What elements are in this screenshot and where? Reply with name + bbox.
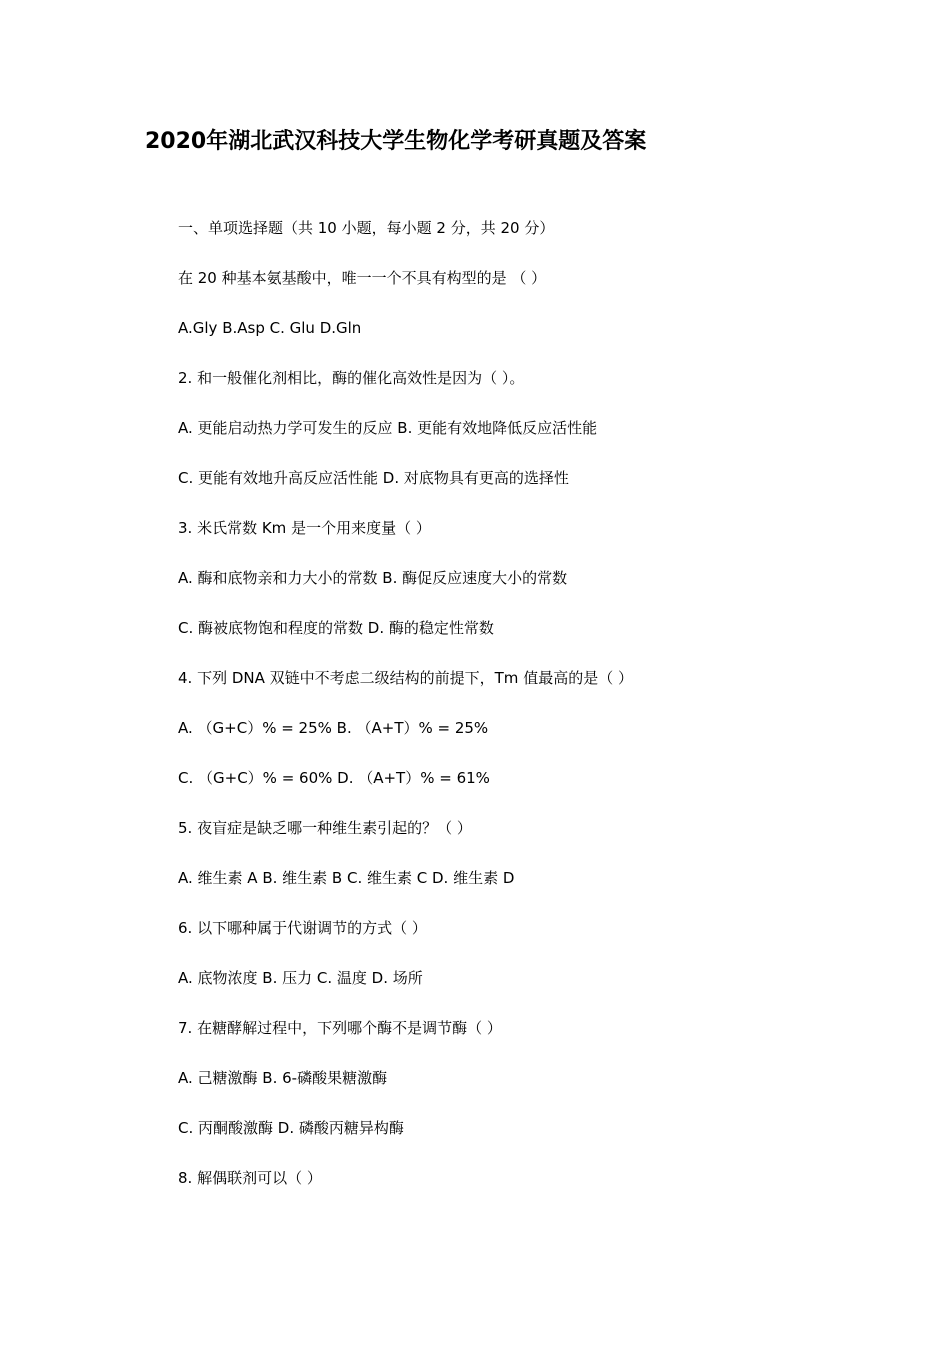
question-8: 8. 解偶联剂可以（ ） bbox=[178, 1169, 322, 1187]
section-heading: 一、单项选择题（共 10 小题，每小题 2 分，共 20 分） bbox=[178, 219, 555, 237]
question-3-options-ab: A. 酶和底物亲和力大小的常数 B. 酶促反应速度大小的常数 bbox=[178, 569, 568, 587]
question-5-options: A. 维生素 A B. 维生素 B C. 维生素 C D. 维生素 D bbox=[178, 869, 515, 887]
question-7: 7. 在糖酵解过程中，下列哪个酶不是调节酶（ ） bbox=[178, 1019, 502, 1037]
question-7-options-cd: C. 丙酮酸激酶 D. 磷酸丙糖异构酶 bbox=[178, 1119, 404, 1137]
question-1-options: A.Gly B.Asp C. Glu D.Gln bbox=[178, 319, 362, 337]
question-1: 在 20 种基本氨基酸中，唯一一个不具有构型的是 （ ） bbox=[178, 269, 547, 287]
question-2-options-ab: A. 更能启动热力学可发生的反应 B. 更能有效地降低反应活性能 bbox=[178, 419, 598, 437]
question-3-options-cd: C. 酶被底物饱和程度的常数 D. 酶的稳定性常数 bbox=[178, 619, 494, 637]
question-4: 4. 下列 DNA 双链中不考虑二级结构的前提下，Tm 值最高的是（ ） bbox=[178, 669, 633, 687]
question-3: 3. 米氏常数 Km 是一个用来度量（ ） bbox=[178, 519, 431, 537]
question-6: 6. 以下哪种属于代谢调节的方式（ ） bbox=[178, 919, 427, 937]
question-2: 2. 和一般催化剂相比，酶的催化高效性是因为（ ）。 bbox=[178, 369, 525, 387]
question-4-options-ab: A. （G+C）% = 25% B. （A+T）% = 25% bbox=[178, 719, 489, 737]
question-2-options-cd: C. 更能有效地升高反应活性能 D. 对底物具有更高的选择性 bbox=[178, 469, 569, 487]
page-title: 2020年湖北武汉科技大学生物化学考研真题及答案 bbox=[145, 129, 647, 154]
question-7-options-ab: A. 己糖激酶 B. 6-磷酸果糖激酶 bbox=[178, 1069, 388, 1087]
question-6-options: A. 底物浓度 B. 压力 C. 温度 D. 场所 bbox=[178, 969, 423, 987]
question-4-options-cd: C. （G+C）% = 60% D. （A+T）% = 61% bbox=[178, 769, 490, 787]
question-5: 5. 夜盲症是缺乏哪一种维生素引起的？（ ） bbox=[178, 819, 472, 837]
